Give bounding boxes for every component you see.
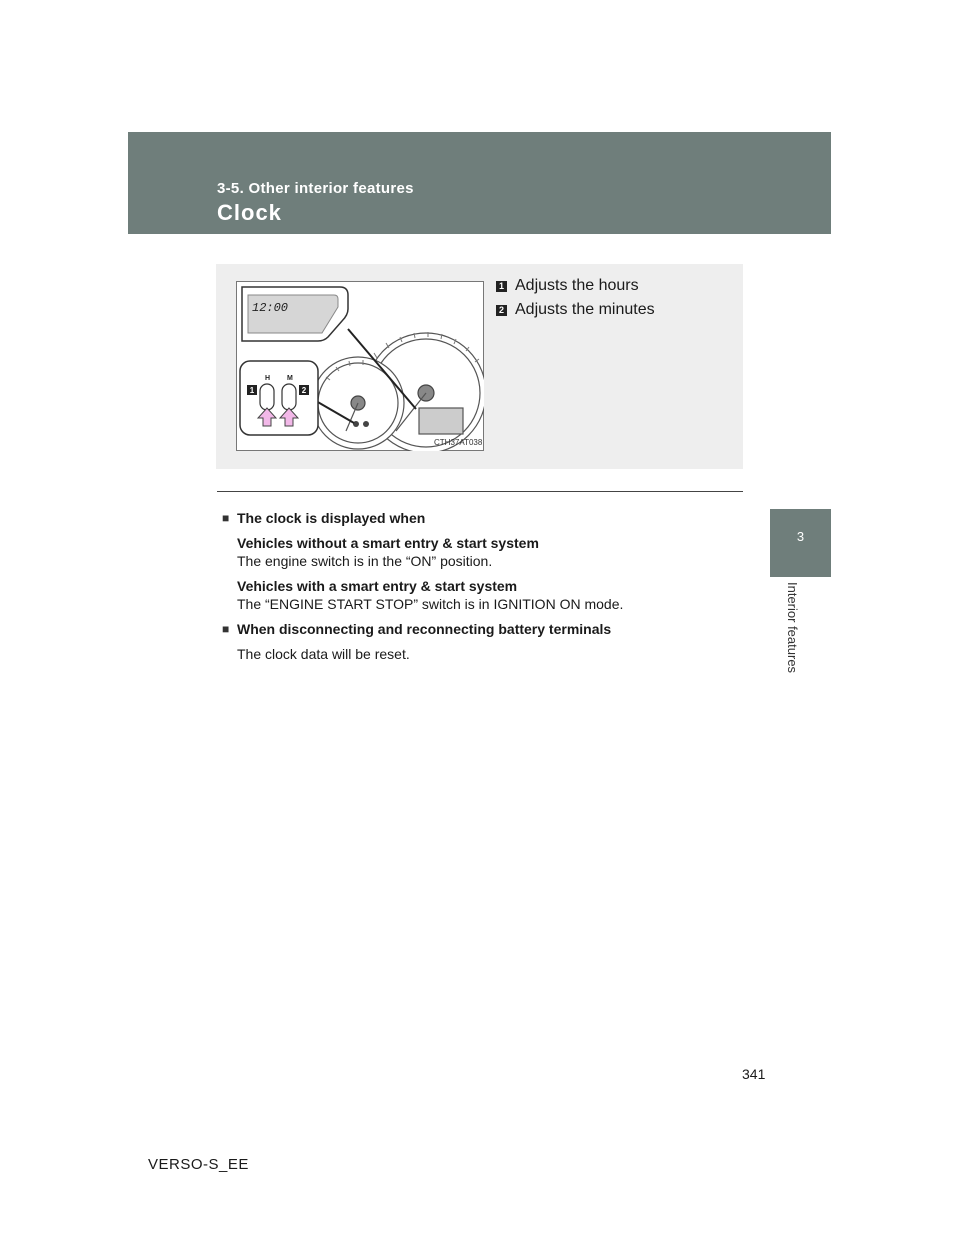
section-title: 3-5. Other interior features bbox=[217, 180, 414, 197]
button-m-label: M bbox=[287, 375, 293, 382]
chapter-tab-number: 3 bbox=[796, 529, 805, 544]
legend-badge-1: 1 bbox=[496, 281, 507, 292]
indicator-dot bbox=[363, 421, 369, 427]
legend-item-2 bbox=[496, 301, 655, 319]
page-number: 341 bbox=[742, 1066, 766, 1082]
square-bullet-icon: ■ bbox=[222, 511, 230, 525]
clock-illustration bbox=[236, 281, 484, 451]
callout-1: 1 bbox=[249, 386, 255, 395]
note-subheading-smart-entry: Vehicles with a smart entry & start system bbox=[237, 578, 518, 594]
square-bullet-icon: ■ bbox=[222, 622, 230, 636]
divider bbox=[217, 491, 743, 492]
minute-button bbox=[282, 384, 296, 410]
page-title: Clock bbox=[217, 200, 282, 225]
chapter-tab-label: Interior features bbox=[785, 582, 800, 674]
legend-text-1: Adjusts the hours bbox=[515, 277, 639, 294]
legend-item-1 bbox=[496, 277, 639, 295]
note-heading-display: The clock is displayed when bbox=[237, 510, 426, 526]
chapter-tab[interactable] bbox=[770, 509, 831, 577]
note-body-smart-entry: The “ENGINE START STOP” switch is in IGNITION ON mode. bbox=[237, 596, 624, 612]
note-heading-battery: When disconnecting and reconnecting battery terminals bbox=[237, 621, 612, 637]
callout-2: 2 bbox=[301, 386, 307, 395]
note-body-battery: The clock data will be reset. bbox=[237, 646, 410, 662]
hour-button bbox=[260, 384, 274, 410]
note-subheading-no-smart-entry: Vehicles without a smart entry & start system bbox=[237, 535, 539, 551]
legend-text-2: Adjusts the minutes bbox=[515, 301, 655, 318]
footer-code: VERSO-S_EE bbox=[148, 1156, 249, 1173]
legend-badge-2: 2 bbox=[496, 305, 507, 316]
note-body-no-smart-entry: The engine switch is in the “ON” position. bbox=[237, 553, 493, 569]
display-time: 12:00 bbox=[252, 301, 289, 315]
figure-code: CTH37AT038 bbox=[434, 438, 483, 447]
button-inset bbox=[240, 361, 318, 435]
button-h-label: H bbox=[265, 375, 271, 382]
